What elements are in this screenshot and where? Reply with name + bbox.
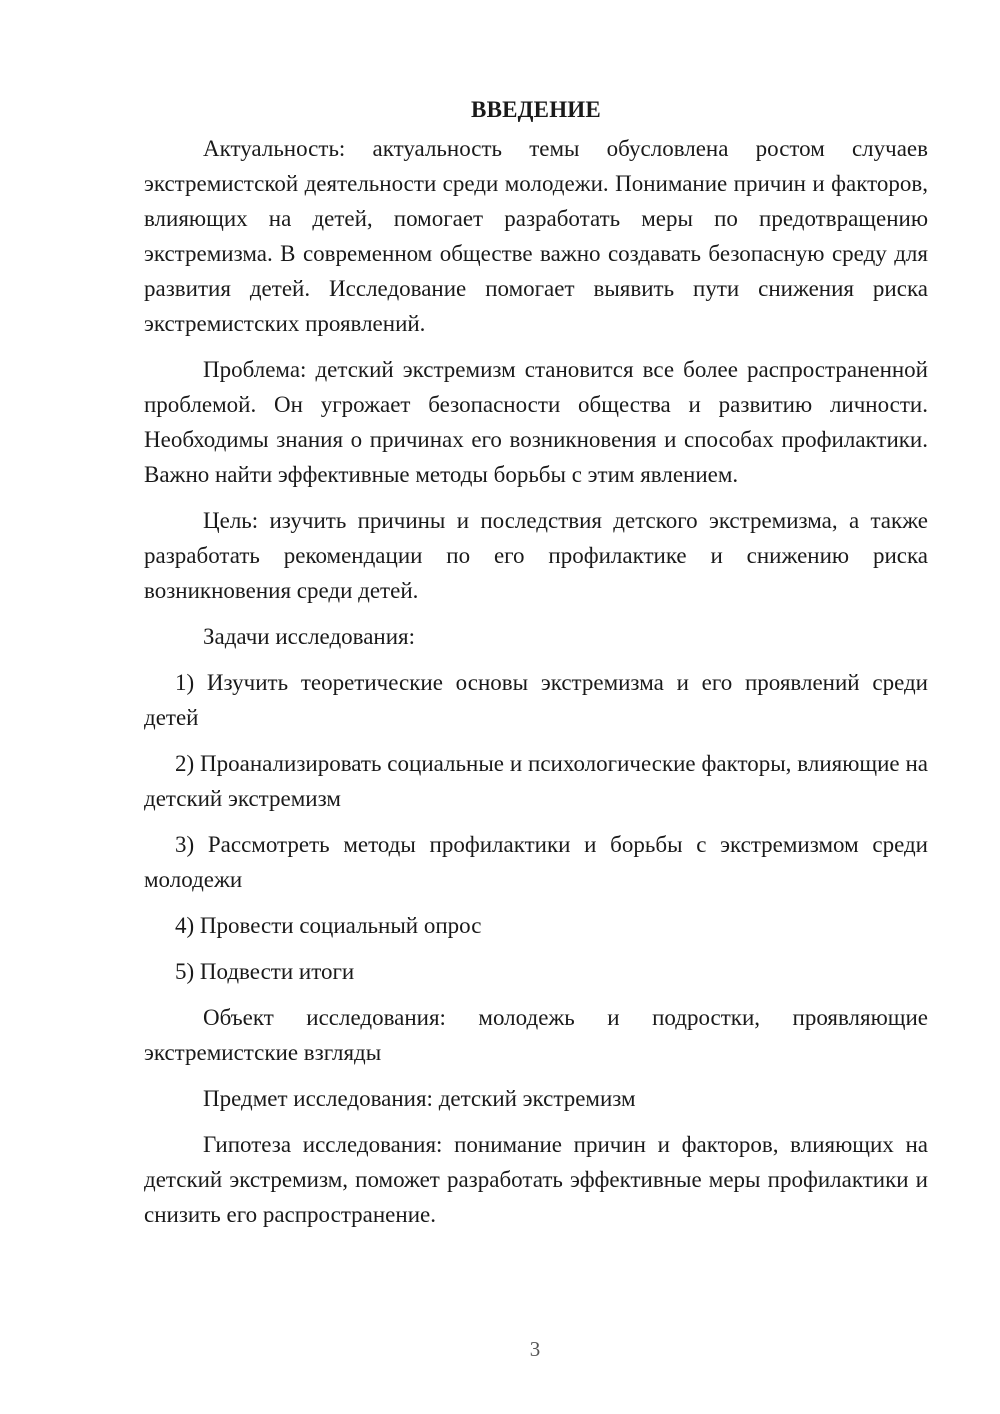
subject-paragraph: Предмет исследования: детский экстремизм bbox=[203, 1086, 636, 1111]
task-item: 1) Изучить теоретические основы экстремизма и его проявлений среди детей bbox=[144, 670, 928, 730]
page-content bbox=[144, 92, 928, 1243]
object-paragraph: Объект исследования: молодежь и подростки, проявляющие экстремистские взгляды bbox=[144, 1005, 928, 1065]
task-item: 4) Провести социальный опрос bbox=[175, 913, 482, 938]
tasks-list bbox=[144, 665, 928, 989]
relevance-paragraph: Актуальность: актуальность темы обусловлена ростом случаев экстремистской деятельности среди молодежи. Понимание причин и факторов, влияющих на детей, помогает разработать меры по предотвращению экстремизма. В современном обществе важно создавать безопасную среду для развития детей. Исследование помогает выявить пути снижения риска экстремистских проявлений. bbox=[144, 136, 928, 336]
task-item: 3) Рассмотреть методы профилактики и борьбы с экстремизмом среди молодежи bbox=[144, 832, 928, 892]
section-title: ВВЕДЕНИЕ bbox=[471, 97, 601, 122]
goal-paragraph: Цель: изучить причины и последствия детского экстремизма, а также разработать рекомендации по его профилактике и снижению риска возникновения среди детей. bbox=[144, 508, 928, 603]
task-item: 2) Проанализировать социальные и психологические факторы, влияющие на детский экстремизм bbox=[144, 751, 928, 811]
page-number: 3 bbox=[529, 1337, 541, 1361]
problem-paragraph: Проблема: детский экстремизм становится все более распространенной проблемой. Он угрожает безопасности общества и развитию личности. Необходимы знания о причинах его возникновения и способах профилактики. Важно найти эффективные методы борьбы с этим явлением. bbox=[144, 357, 928, 487]
tasks-heading: Задачи исследования: bbox=[203, 624, 416, 649]
hypothesis-paragraph: Гипотеза исследования: понимание причин и факторов, влияющих на детский экстремизм, поможет разработать эффективные меры профилактики и снизить его распространение. bbox=[144, 1132, 928, 1227]
task-item: 5) Подвести итоги bbox=[175, 959, 355, 984]
